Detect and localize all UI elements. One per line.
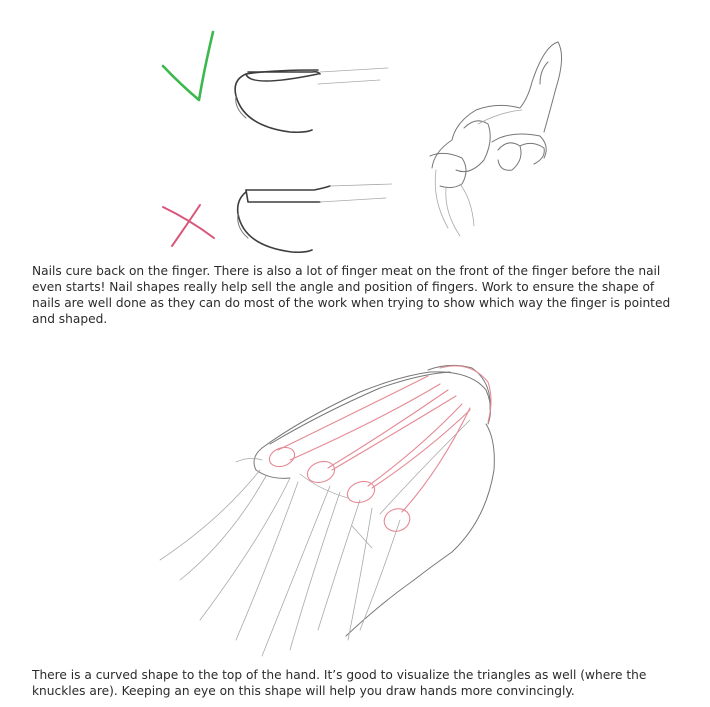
x-mark-icon: [163, 205, 214, 246]
finger-correct-sketch: [235, 68, 388, 132]
checkmark-icon: [163, 32, 213, 100]
hand-outline-sketch: [160, 365, 494, 656]
pointing-hand-sketch: [430, 42, 562, 236]
finger-incorrect-sketch: [238, 184, 392, 252]
knuckle-guides: [267, 366, 491, 535]
finger-nail-sketch: [0, 0, 710, 260]
caption-hand-shape: There is a curved shape to the top of the hand. It’s good to visualize the triangles as well (where the knuckles are). Keeping an eye on this shape will help you draw hands more convincingly.: [32, 668, 647, 698]
caption-nails: Nails cure back on the finger. There is also a lot of finger meat on the front of the finger before the nail even starts! Nail shapes really help sell the angle and position of fingers. Work to ensure the shape of nails are well done as they can do most of the work when trying to show which way the finger is pointed and shaped.: [32, 264, 671, 326]
